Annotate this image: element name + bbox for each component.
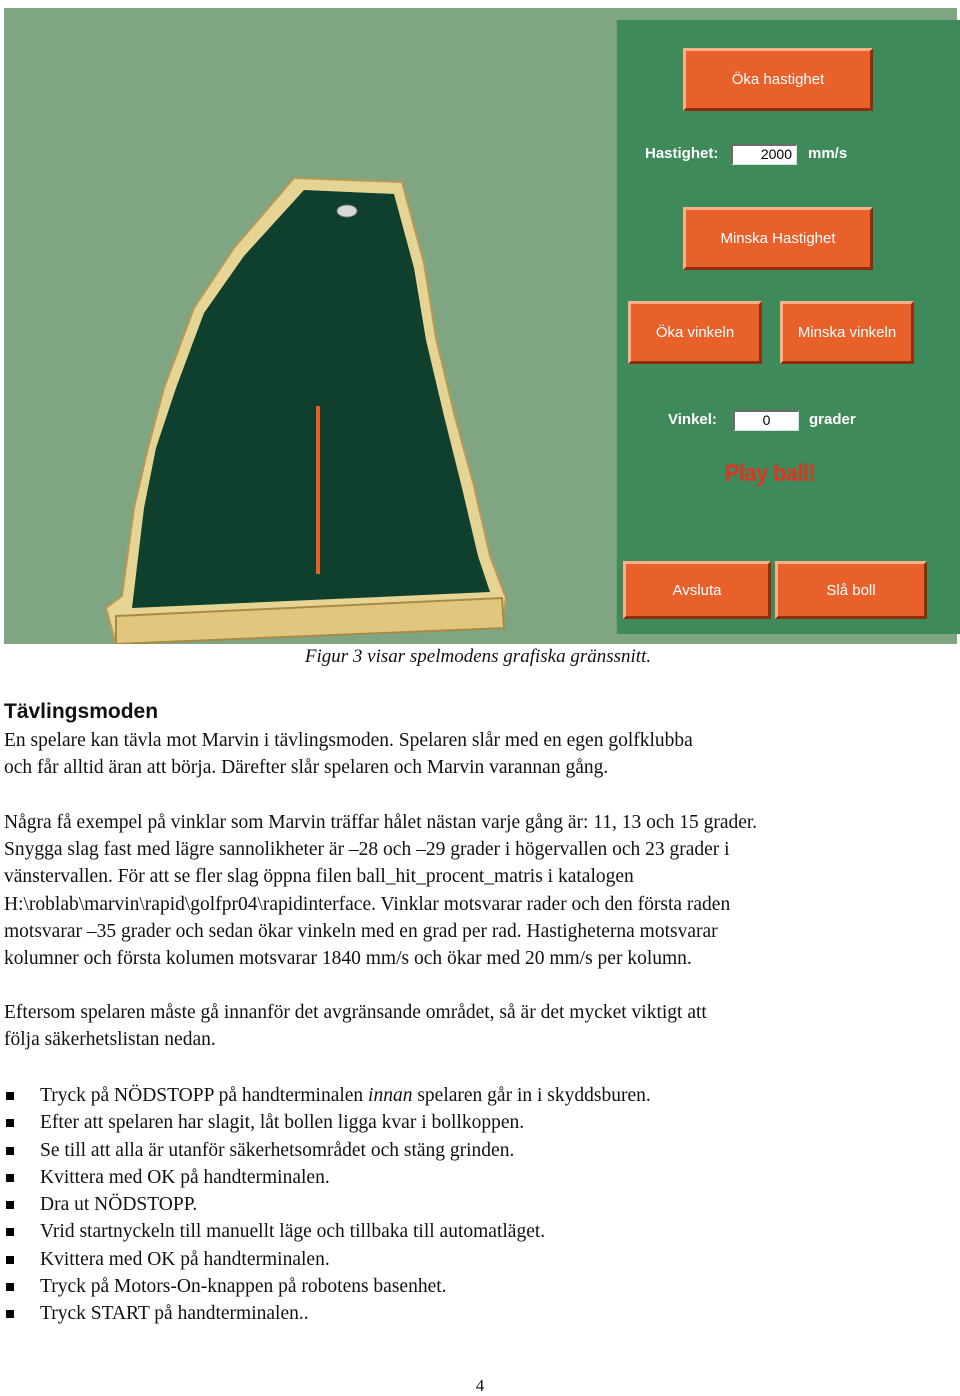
bullet-square-icon [6,1092,14,1100]
hole-icon [337,205,357,217]
list-item-text: Se till att alla är utanför säkerhetsområdet och stäng grinden. [40,1139,515,1161]
angle-unit: grader [809,411,856,428]
text-line: följa säkerhetslistan nedan. [4,1029,216,1051]
list-item [4,1137,651,1164]
list-item-text: Dra ut NÖDSTOPP. [40,1194,198,1216]
list-item [4,1191,651,1218]
hit-ball-button[interactable]: Slå boll [775,561,927,619]
text-line: kolumner och första kolumen motsvarar 1840 mm/s och ökar med 20 mm/s per kolumn. [4,948,692,970]
caption-text: Figur 3 visar spelmodens grafiska gränssnitt. [304,646,652,667]
increase-speed-button[interactable]: Öka hastighet [683,48,873,111]
decrease-angle-button[interactable]: Minska vinkeln [780,301,914,364]
control-panel [617,20,960,634]
list-item [4,1273,651,1300]
list-item-text: Kvittera med OK på handterminalen. [40,1166,330,1188]
section-heading: Tävlingsmoden [4,700,159,723]
list-item-text: Tryck på NÖDSTOPP på handterminalen [40,1085,369,1106]
text-line: Eftersom spelaren måste gå innanför det avgränsande området, så är det mycket viktigt att [4,1002,707,1023]
list-item-text: Tryck på Motors-On-knappen på robotens basenhet. [40,1276,447,1298]
speed-unit: mm/s [808,145,848,162]
figure-caption [0,646,960,668]
list-item [4,1218,651,1245]
speed-field[interactable]: 2000 [731,144,797,165]
bullet-square-icon [6,1283,14,1291]
text-line: En spelare kan tävla mot Marvin i tävlingsmoden. Spelaren slår med en egen golfklubba [4,730,693,751]
bullet-square-icon [6,1201,14,1209]
bullet-square-icon [6,1119,14,1127]
list-item [4,1164,651,1191]
speed-label: Hastighet: [645,145,719,162]
list-item [4,1082,651,1109]
bullet-square-icon [6,1147,14,1155]
safety-checklist [4,1082,651,1328]
paragraph-safety [4,999,954,1053]
game-interface-figure [4,8,957,644]
increase-angle-button[interactable]: Öka vinkeln [628,301,762,364]
bullet-square-icon [6,1310,14,1318]
angle-field[interactable]: 0 [733,410,799,431]
list-item-emphasis: innan [368,1085,413,1106]
bullet-square-icon [6,1228,14,1236]
quit-button[interactable]: Avsluta [623,561,771,619]
list-item [4,1246,651,1273]
page-number: 4 [475,1376,485,1395]
paragraph-angles [4,809,954,972]
bullet-square-icon [6,1256,14,1264]
bullet-square-icon [6,1174,14,1182]
text-line: H:\roblab\marvin\rapid\golfpr04\rapidinterface. Vinklar motsvarar rader och den första raden [4,893,731,915]
angle-label: Vinkel: [668,411,717,428]
text-line: Några få exempel på vinklar som Marvin träffar hålet nästan varje gång är: 11, 13 och 15 grader. [4,812,758,833]
list-item-text: Tryck START på handterminalen.. [40,1303,309,1325]
text-line: vänstervallen. För att se fler slag öppna filen ball_hit_procent_matris i katalogen [4,866,634,888]
decrease-speed-button[interactable]: Minska Hastighet [683,207,873,270]
list-item-text: spelaren går in i skyddsburen. [412,1085,651,1106]
list-item [4,1300,651,1327]
list-item-text: Vrid startnyckeln till manuellt läge och tillbaka till automatläget. [40,1221,546,1243]
play-ball-title: Play ball! [725,460,816,487]
text-line: motsvarar –35 grader och sedan ökar vinkeln med en grad per rad. Hastigheterna motsvarar [4,920,718,942]
list-item-text: Kvittera med OK på handterminalen. [40,1248,330,1270]
paragraph-intro [4,727,954,781]
minigolf-course-image [4,8,544,644]
list-item [4,1109,651,1136]
list-item-text: Efter att spelaren har slagit, låt bollen ligga kvar i bollkoppen. [40,1112,525,1134]
text-line: och får alltid äran att börja. Därefter slår spelaren och Marvin varannan gång. [4,757,609,779]
text-line: Snygga slag fast med lägre sannolikheter är –28 och –29 grader i högervallen och 23 grader i [4,839,730,861]
aim-line [316,406,320,574]
